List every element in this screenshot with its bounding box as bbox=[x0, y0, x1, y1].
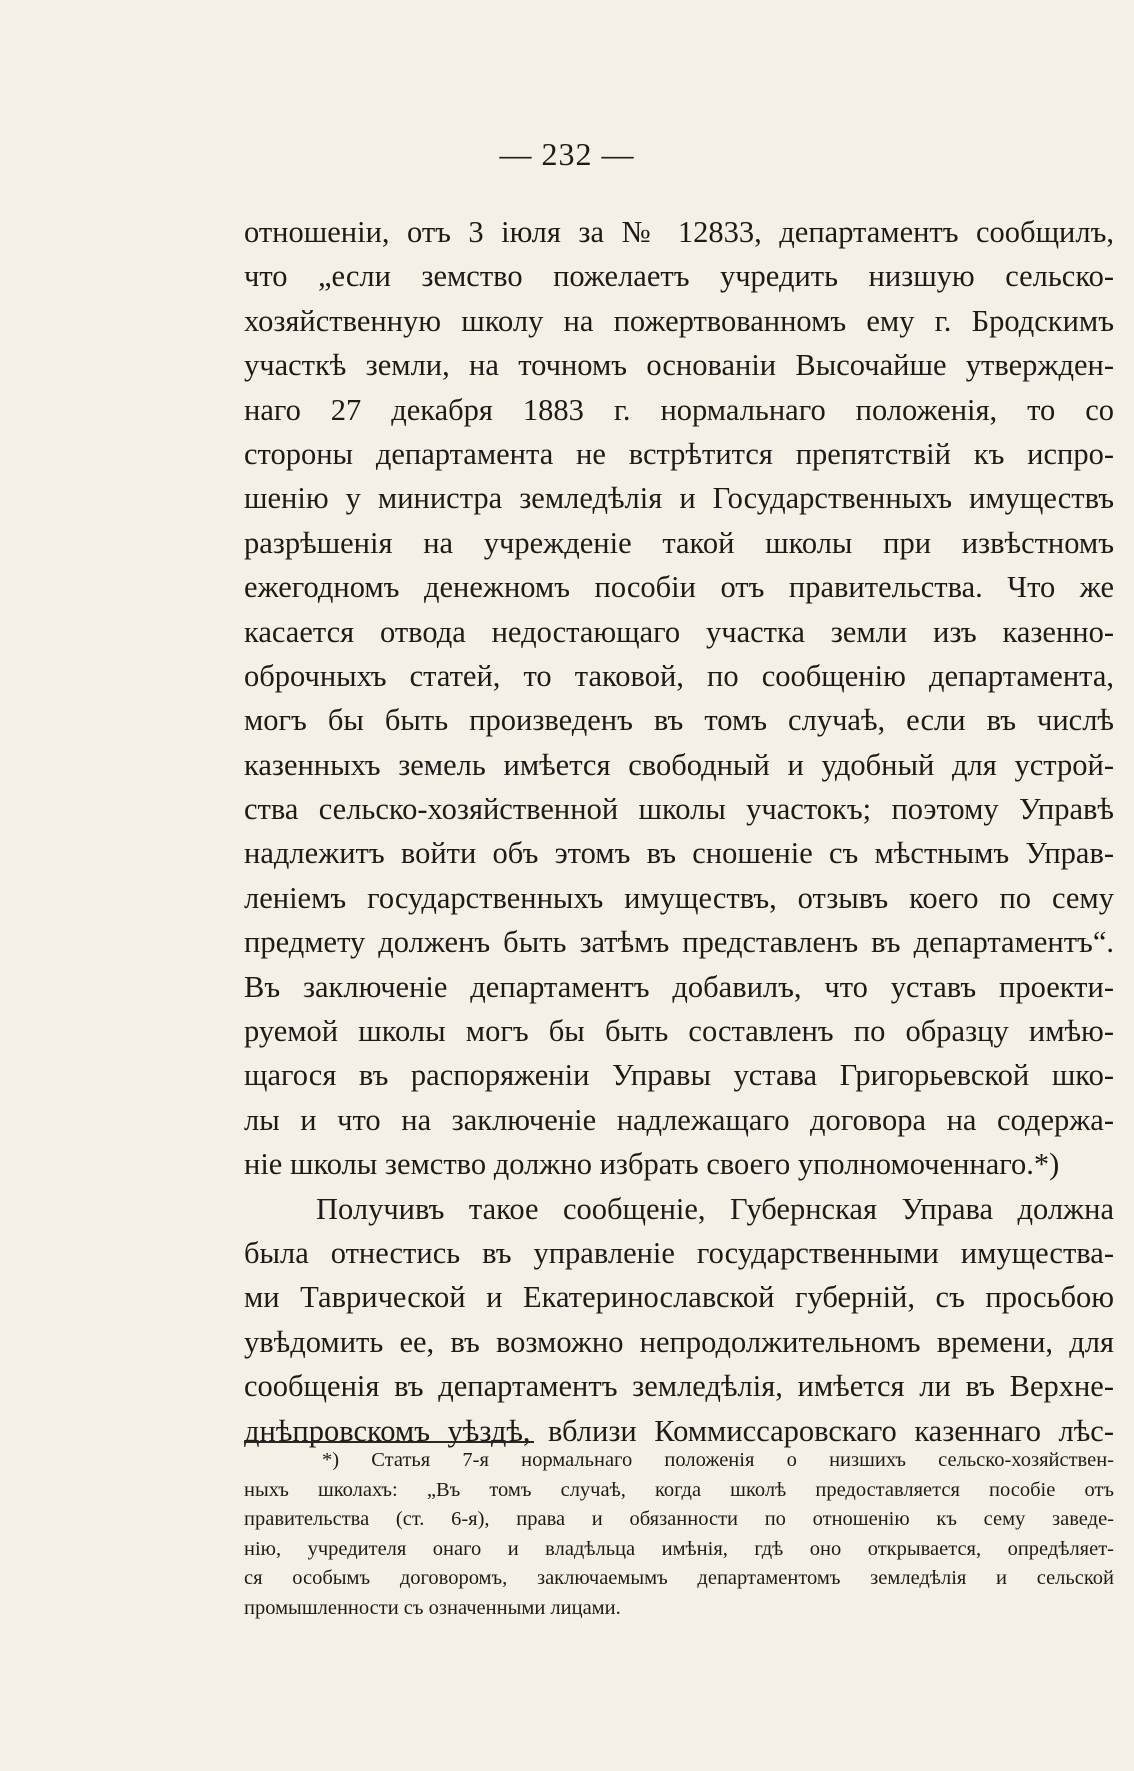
footnote-line: правительства (ст. 6-я), права и обязанности по отношенію къ сему заведе- bbox=[244, 1508, 1114, 1530]
text-line: была отнестись въ управленіе государственными имущества- bbox=[244, 1235, 1114, 1270]
text-line: руемой школы могъ бы быть составленъ по образцу имѣю- bbox=[244, 1014, 1114, 1049]
paragraph-start-line: Получивъ такое сообщеніе, Губернская Управа должна bbox=[316, 1191, 1114, 1226]
text-line: касается отвода недостающаго участка земли изъ казенно- bbox=[244, 614, 1114, 649]
text-line: отношеніи, отъ 3 іюля за № 12833, департаментъ сообщилъ, bbox=[244, 215, 1114, 249]
footnote bbox=[244, 1446, 1114, 1623]
footnote-line: *) Статья 7-я нормальнаго положенія о низшихъ сельско-хозяйствен- bbox=[322, 1449, 1114, 1471]
page-number: — 232 — bbox=[499, 136, 635, 172]
text-line: ежегодномъ денежномъ пособіи отъ правительства. Что же bbox=[244, 570, 1114, 605]
footnote-divider bbox=[244, 1441, 534, 1443]
text-line: шенію у министра земледѣлія и Государственныхъ имуществъ bbox=[244, 481, 1114, 516]
text-line: что „если земство пожелаетъ учредить низшую сельско- bbox=[244, 259, 1114, 294]
text-line: разрѣшенія на учрежденіе такой школы при извѣстномъ bbox=[244, 525, 1114, 560]
text-line: щагося въ распоряженіи Управы устава Григорьевской шко- bbox=[244, 1058, 1114, 1093]
text-line: хозяйственную школу на пожертвованномъ ему г. Бродскимъ bbox=[244, 303, 1114, 338]
footnote-line: ся особымъ договоромъ, заключаемымъ департаментомъ земледѣлія и сельской bbox=[244, 1567, 1114, 1589]
text-line: ства сельско-хозяйственной школы участокъ; поэтому Управѣ bbox=[244, 792, 1114, 827]
text-line: казенныхъ земель имѣется свободный и удобный для устрой- bbox=[244, 747, 1114, 782]
text-line: леніемъ государственныхъ имуществъ, отзывъ коего по сему bbox=[244, 880, 1114, 915]
text-line: днѣпровскомъ уѣздѣ, вблизи Коммиссаровскаго казеннаго лѣс- bbox=[244, 1413, 1114, 1448]
text-line: оброчныхъ статей, то таковой, по сообщенію департамента, bbox=[244, 658, 1114, 693]
text-line: Въ заключеніе департаментъ добавилъ, что уставъ проекти- bbox=[244, 969, 1114, 1004]
text-line: наго 27 декабря 1883 г. нормальнаго положенія, то со bbox=[244, 392, 1114, 427]
text-line: стороны департамента не встрѣтится препятствій къ испро- bbox=[244, 436, 1114, 471]
text-line: участкѣ земли, на точномъ основаніи Высочайше утвержден- bbox=[244, 348, 1114, 383]
main-text bbox=[244, 210, 1114, 1453]
text-line: ми Таврической и Екатеринославской губерній, съ просьбою bbox=[244, 1280, 1114, 1315]
footnote-line: нію, учредителя онаго и владѣльца имѣнія, гдѣ оно открывается, опредѣляет- bbox=[244, 1537, 1114, 1560]
text-line: сообщенія въ департаментъ земледѣлія, имѣется ли въ Верхне- bbox=[244, 1369, 1114, 1404]
text-line: надлежитъ войти объ этомъ въ сношеніе съ мѣстнымъ Управ- bbox=[244, 836, 1114, 871]
footnote-line: ныхъ школахъ: „Въ томъ случаѣ, когда школѣ предоставляется пособіе отъ bbox=[244, 1478, 1114, 1501]
paragraph-end-line: ніе школы земство должно избрать своего уполномоченнаго.*) bbox=[244, 1147, 1060, 1182]
text-line: предмету долженъ быть затѣмъ представленъ въ департаментъ“. bbox=[244, 925, 1114, 960]
footnote-line: промышленности съ означенными лицами. bbox=[244, 1596, 621, 1619]
text-line: увѣдомить ее, въ возможно непродолжительномъ времени, для bbox=[244, 1324, 1114, 1359]
text-line: могъ бы быть произведенъ въ томъ случаѣ, если въ числѣ bbox=[244, 703, 1114, 738]
text-line: лы и что на заключеніе надлежащаго договора на содержа- bbox=[244, 1102, 1114, 1137]
